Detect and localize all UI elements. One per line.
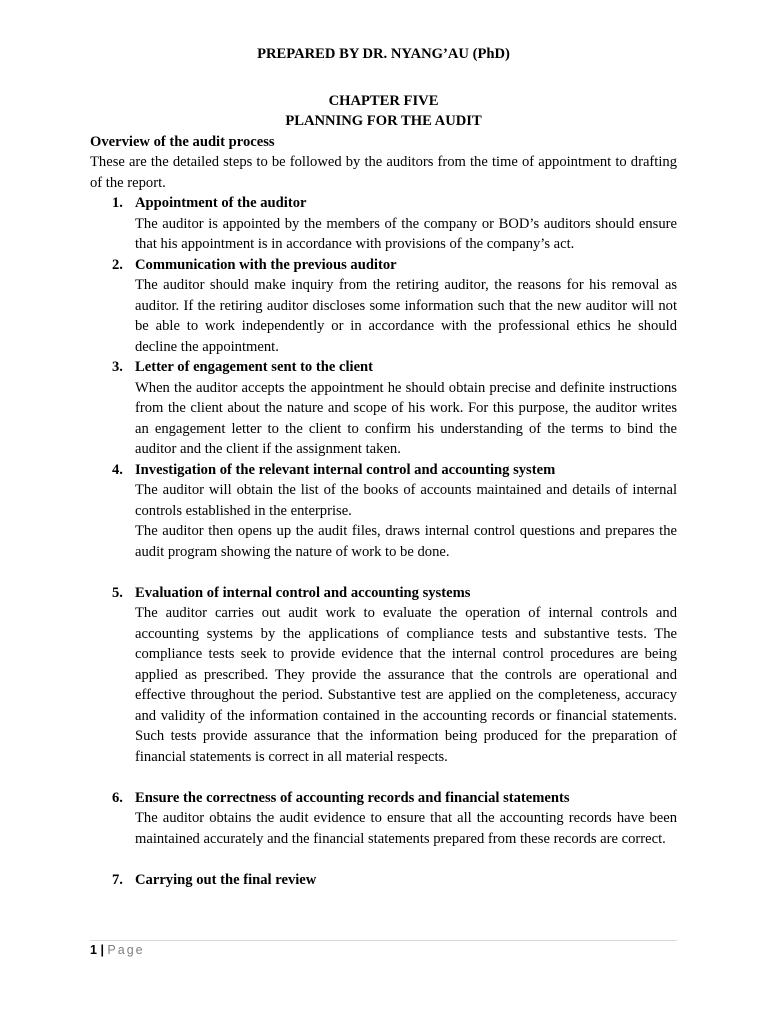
document-page [90,44,677,890]
step-number: 4. [112,461,123,478]
step-body [135,603,677,767]
step-number: 1. [112,195,123,211]
step-paragraph: The auditor then opens up the audit files, draws internal control questions and prepares the audit program showing the nature of work to be done. [135,523,677,560]
spacer [90,849,677,870]
step-title: Communication with the previous auditor [135,256,397,273]
step-paragraph: The auditor should make inquiry from the retiring auditor, the reasons for his removal as auditor. If the retiring auditor discloses some information such that the new auditor will not be able to work independently or in accordance with the professional ethics he should decline the appointment. [135,277,677,355]
chapter-number: CHAPTER FIVE [328,92,439,109]
spacer [90,562,677,583]
step-title: Evaluation of internal control and accounting systems [135,584,471,601]
step-number: 5. [112,584,123,601]
chapter-title: PLANNING FOR THE AUDIT [285,113,482,129]
step-paragraph: The auditor obtains the audit evidence to ensure that all the accounting records have been maintained accurately and the financial statements prepared from these records are correct. [135,810,677,847]
list-item [90,460,677,563]
spacer [90,767,677,788]
step-body [135,214,677,255]
step-number: 7. [112,871,123,888]
step-body [135,808,677,849]
audit-steps-list [90,193,677,890]
page-label: Page [107,943,145,957]
step-number: 3. [112,359,123,375]
list-item [90,788,677,850]
step-paragraph: When the auditor accepts the appointment he should obtain precise and definite instructions from the client about the nature and scope of his work. For this purpose, the auditor writes an engagement letter to the client to confirm his understanding of the terms to bind the auditor and the client if the assignment taken. [135,379,677,457]
step-title: Carrying out the final review [135,871,317,888]
step-number: 6. [112,789,123,806]
step-title: Ensure the correctness of accounting records and financial statements [135,789,570,806]
list-item [90,357,677,460]
list-item [90,870,677,891]
list-item [90,255,677,358]
step-title: Investigation of the relevant internal control and accounting system [135,461,556,478]
step-number: 2. [112,256,123,273]
overview-heading: Overview of the audit process [90,133,275,150]
step-paragraph: The auditor will obtain the list of the books of accounts maintained and details of internal controls established in the enterprise. [135,482,677,519]
step-body [135,378,677,460]
step-paragraph: The auditor carries out audit work to evaluate the operation of internal controls and accounting systems by the applications of compliance tests and substantive tests. The compliance tests seek to provide evidence that the internal control procedures are being applied as prescribed. They provide the assurance that the controls are operational and effective throughout the period. Substantive test are applied on the completeness, accuracy and validity of the information contained in the accounting records or financial statements. Such tests provide assurance that the information being produced for the preparation of financial statements is correct in all material respects. [135,605,677,765]
step-body [135,480,677,562]
page-number: 1 [90,943,97,957]
prepared-by-line: PREPARED BY DR. NYANG’AU (PhD) [257,46,510,62]
page-footer [90,940,677,957]
list-item [90,583,677,768]
step-paragraph: The auditor is appointed by the members of the company or BOD’s auditors should ensure that his appointment is in accordance with provisions of the company’s act. [135,215,677,252]
overview-intro: These are the detailed steps to be followed by the auditors from the time of appointment to drafting of the report. [90,154,677,191]
step-title: Letter of engagement sent to the client [135,359,374,375]
page-separator: | [100,943,104,957]
list-item [90,193,677,255]
step-title: Appointment of the auditor [135,195,307,211]
step-body [135,275,677,357]
